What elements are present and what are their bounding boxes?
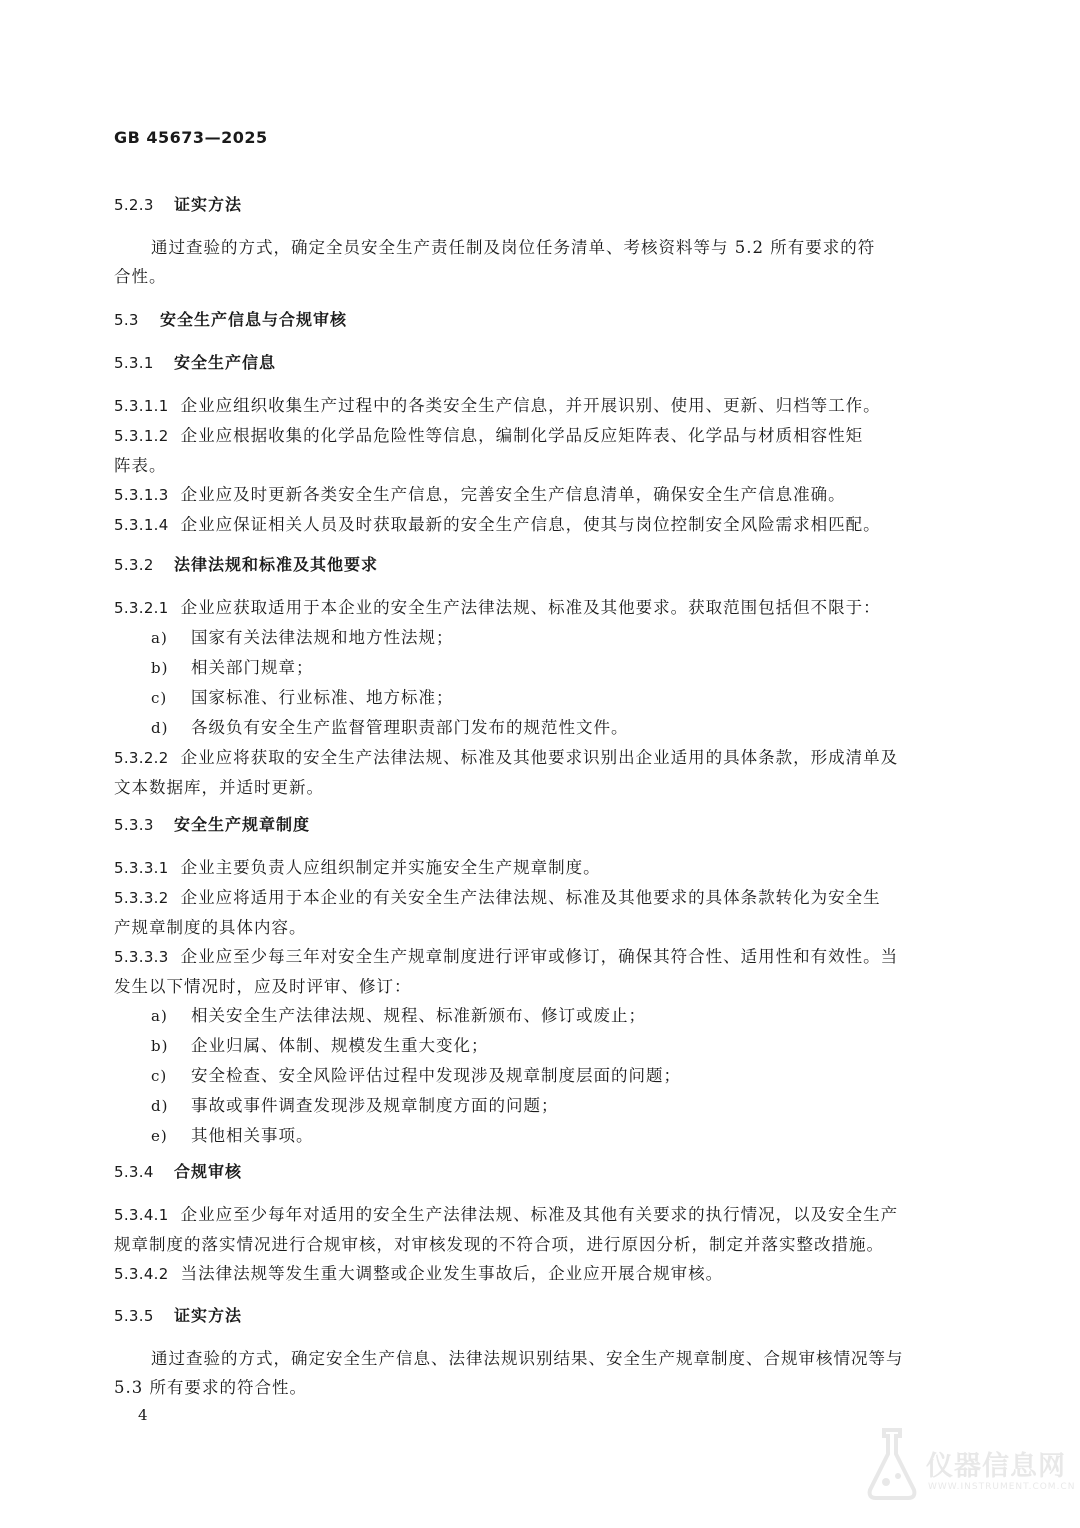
clause-5-3-1-4	[114, 510, 950, 540]
section-number: 5.2.3	[114, 196, 154, 214]
watermark-url: WWW.INSTRUMENT.COM.CN	[928, 1482, 1076, 1492]
clause-number: 5.3.1.1	[114, 397, 169, 415]
clause-number: 5.3.1.2	[114, 427, 169, 445]
list-item	[114, 683, 950, 713]
clause-text: 企业主要负责人应组织制定并实施安全生产规章制度。	[180, 858, 601, 877]
clause-5-3-3-1	[114, 853, 950, 883]
clause-5-3-1-2	[114, 421, 950, 451]
section-number: 5.3.5	[114, 1307, 154, 1325]
standard-number: GB 45673—2025	[114, 128, 268, 147]
watermark	[862, 1424, 1076, 1514]
section-title: 证实方法	[174, 1306, 243, 1325]
list-text: 企业归属、体制、规模发生重大变化；	[191, 1036, 489, 1055]
section-heading-5-3-1	[114, 348, 950, 378]
section-heading-5-3-5	[114, 1301, 950, 1331]
list-item	[114, 1121, 950, 1151]
clause-number: 5.3.1.3	[114, 486, 169, 504]
clause-text: 企业应根据收集的化学品危险性等信息，编制化学品反应矩阵表、化学品与材质相容性矩	[180, 426, 864, 445]
clause-continuation: 规章制度的落实情况进行合规审核，对审核发现的不符合项，进行原因分析，制定并落实整改措施。	[114, 1235, 884, 1254]
paragraph-line: 通过查验的方式，确定安全生产信息、法律法规识别结果、安全生产规章制度、合规审核情况等与	[151, 1349, 904, 1368]
section-title: 合规审核	[174, 1162, 243, 1181]
clause-number: 5.3.3.3	[114, 948, 169, 966]
clause-text: 企业应将适用于本企业的有关安全生产法律法规、标准及其他要求的具体条款转化为安全生	[180, 888, 881, 907]
list-text: 相关安全生产法律法规、规程、标准新颁布、修订或废止；	[191, 1006, 646, 1025]
list-marker: b)	[151, 1037, 169, 1055]
section-title: 法律法规和标准及其他要求	[174, 555, 379, 574]
clauses-5-3-1	[114, 391, 950, 540]
clause-text: 企业应将获取的安全生产法律法规、标准及其他要求识别出企业适用的具体条款，形成清单及	[180, 748, 899, 767]
paragraph-line: 合性。	[114, 267, 167, 286]
clause-text: 企业应组织收集生产过程中的各类安全生产信息，并开展识别、使用、更新、归档等工作。	[180, 396, 881, 415]
section-heading-5-3-3	[114, 810, 950, 840]
list-text: 国家有关法律法规和地方性法规；	[191, 628, 454, 647]
clause-5-3-3-3	[114, 942, 950, 972]
clause-text: 企业应保证相关人员及时获取最新的安全生产信息，使其与岗位控制安全风险需求相匹配。	[180, 515, 881, 534]
section-title: 安全生产信息与合规审核	[160, 310, 348, 329]
clauses-5-3-2	[114, 593, 950, 802]
list-text: 事故或事件调查发现涉及规章制度方面的问题；	[191, 1096, 559, 1115]
clause-continuation: 阵表。	[114, 456, 167, 475]
section-heading-5-3-4	[114, 1157, 950, 1187]
section-number: 5.3.4	[114, 1163, 154, 1181]
clause-5-3-2-2	[114, 743, 950, 773]
flask-logo-icon	[862, 1424, 922, 1504]
section-heading-5-2-3	[114, 190, 950, 220]
list-item	[114, 1031, 950, 1061]
clause-5-3-4-1	[114, 1200, 950, 1230]
paragraph-line: 5.3 所有要求的符合性。	[114, 1378, 307, 1397]
list-marker: c)	[151, 689, 168, 707]
section-title: 安全生产信息	[174, 353, 277, 372]
clause-text: 企业应至少每三年对安全生产规章制度进行评审或修订，确保其符合性、适用性和有效性。当	[180, 947, 899, 966]
list-text: 相关部门规章；	[191, 658, 314, 677]
clause-continuation: 产规章制度的具体内容。	[114, 918, 307, 937]
clause-number: 5.3.4.1	[114, 1206, 169, 1224]
page-number: 4	[138, 1406, 148, 1424]
clause-continuation: 文本数据库，并适时更新。	[114, 778, 324, 797]
list-marker: a)	[151, 1007, 168, 1025]
clause-number: 5.3.3.1	[114, 859, 169, 877]
clause-5-3-2-1	[114, 593, 950, 623]
clause-continuation: 发生以下情况时，应及时评审、修订：	[114, 977, 412, 996]
list-text: 国家标准、行业标准、地方标准；	[191, 688, 454, 707]
clause-number: 5.3.2.1	[114, 599, 169, 617]
section-number: 5.3.3	[114, 816, 154, 834]
list-text: 安全检查、安全风险评估过程中发现涉及规章制度层面的问题；	[191, 1066, 681, 1085]
clause-text: 企业应及时更新各类安全生产信息，完善安全生产信息清单，确保安全生产信息准确。	[180, 485, 846, 504]
section-title: 安全生产规章制度	[174, 815, 311, 834]
paragraph-5-2-3	[114, 233, 950, 291]
clause-text: 当法律法规等发生重大调整或企业发生事故后，企业应开展合规审核。	[180, 1264, 724, 1283]
list-item	[114, 1001, 950, 1031]
list-marker: d)	[151, 719, 169, 737]
clause-number: 5.3.3.2	[114, 889, 169, 907]
clause-number: 5.3.2.2	[114, 749, 169, 767]
section-number: 5.3.2	[114, 556, 154, 574]
list-item	[114, 623, 950, 653]
clause-number: 5.3.4.2	[114, 1265, 169, 1283]
section-number: 5.3	[114, 311, 139, 329]
watermark-text: 仪器信息网	[926, 1451, 1066, 1482]
clause-5-3-4-2	[114, 1259, 950, 1289]
section-heading-5-3	[114, 305, 950, 335]
list-text: 其他相关事项。	[191, 1126, 314, 1145]
list-item	[114, 1091, 950, 1121]
list-item	[114, 1061, 950, 1091]
list-item	[114, 653, 950, 683]
clause-text: 企业应获取适用于本企业的安全生产法律法规、标准及其他要求。获取范围包括但不限于：	[180, 598, 881, 617]
list-item	[114, 713, 950, 743]
section-title: 证实方法	[174, 195, 243, 214]
list-marker: b)	[151, 659, 169, 677]
clauses-5-3-4	[114, 1200, 950, 1289]
list-marker: a)	[151, 629, 168, 647]
list-marker: d)	[151, 1097, 169, 1115]
list-text: 各级负有安全生产监督管理职责部门发布的规范性文件。	[191, 718, 629, 737]
clause-5-3-3-2	[114, 883, 950, 913]
paragraph-5-3-5	[114, 1344, 950, 1402]
list-marker: e)	[151, 1127, 168, 1145]
section-heading-5-3-2	[114, 550, 950, 580]
clause-5-3-1-3	[114, 480, 950, 510]
list-marker: c)	[151, 1067, 168, 1085]
clauses-5-3-3	[114, 853, 950, 1151]
clause-5-3-1-1	[114, 391, 950, 421]
clause-number: 5.3.1.4	[114, 516, 169, 534]
section-number: 5.3.1	[114, 354, 154, 372]
clause-text: 企业应至少每年对适用的安全生产法律法规、标准及其他有关要求的执行情况，以及安全生产	[180, 1205, 899, 1224]
paragraph-line: 通过查验的方式，确定全员安全生产责任制及岗位任务清单、考核资料等与 5.2 所有要求的符	[151, 238, 876, 257]
